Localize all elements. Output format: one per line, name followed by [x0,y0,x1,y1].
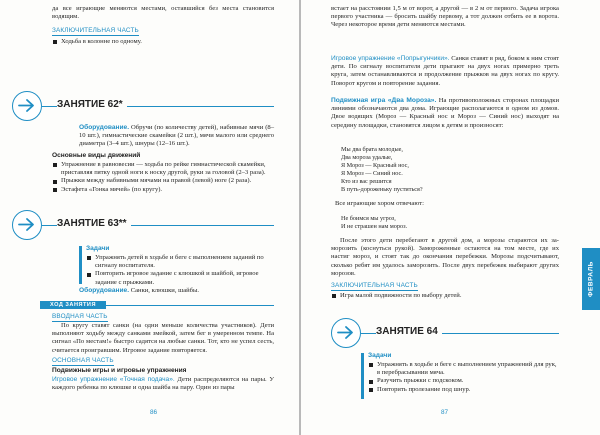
tasks-accent-bar [361,353,364,399]
tasks-list-63 [86,254,274,287]
tasks-list-64 [368,361,559,394]
main-part-heading: Подвижные игры и игровые упражнения [52,367,187,374]
intro-part-text: По кругу ставят санки (на одни меньше количества участников). Дети выполняют ходьбу между санками змейкой, затем бег в умеренном темпе. На сигнал «По местам!» быстро садятся на любые санки. Тот, кто не успел сесть, считается проигравшим. Игровое задание повторяется. [52,322,274,354]
intro-continuation: да все играющие меняются местами, оставшийся без места становится водящим. [52,5,274,21]
final-part-list-62 [52,38,274,46]
after-poem-paragraph: После этого дети перебегают в другой дом, а морозы стараются их заморозить (коснуться рукой). Замороженные остаются на том месте, где их настиг мороз, и стоят так до окончания перебежки. Морозы подсчитывают, сколько ребят им удалось заморозить. После двух перебежек выбирают других морозов. [331,237,559,277]
list-item: Эстафета «Гонка мячей» (по кругу). [52,186,274,194]
lesson-64-header [331,318,559,348]
arrow-right-icon [331,318,361,348]
arrow-right-icon [12,210,42,240]
exercise-label: Игровое упражнение «Точная подача». [52,376,175,383]
list-item: Ходьба в колонне по одному. [52,38,274,46]
movements-heading: Основные виды движений [52,152,141,159]
course-badge: ХОД ЗАНЯТИЯ [40,301,106,309]
list-item: Упражнение в равновесии — ходьба по рейке гимнастической скамейки, приставляя пятку одной ноги к носку другой, руки за головой (2–3 раза). [52,161,274,177]
poem-verse-2: Не боимся мы угроз, И не страшен нам мороз. [341,215,408,230]
game-label: Подвижная игра «Два Мороза». [331,97,437,104]
exercise-paragraph [52,376,274,392]
exercise-text: Дети распределяются на пары. У каждого ребенка по клюшке и одна шайба на пару. Один из пары [52,376,274,392]
movements-list [52,161,274,194]
tasks-accent-bar [79,246,82,284]
lesson-title: ЗАНЯТИЕ 62* [57,99,127,110]
final-part-list [331,292,559,300]
equipment-text: Обручи (по количеству детей), набивные мячи (8–10 шт.), гимнастические скамейки (2 шт.), мячи малого или среднего диаметра (3–4 шт.), шнуры (12–16 шт.). [79,124,274,148]
main-part-label: ОСНОВНАЯ ЧАСТЬ [52,357,114,364]
arrow-right-icon [12,91,42,121]
game-paragraph: Подвижная игра «Два Мороза». На противоположных сторонах площадки линиями обозначаются два дома. Играющие располагаются в одном из домов. Двое водящих (Мороз — Красный нос и Мороз — Синий нос) выходят на середину площадки, становятся лицом к детям и произносят: [331,97,560,129]
list-item: Упражнять детей в ходьбе и беге с выполнением заданий по сигналу воспитателя. [86,254,274,270]
list-item: Повторить игровое задание с клюшкой и шайбой, игровое задание с прыжками. [86,270,274,286]
lesson-62-equipment [79,124,274,149]
lesson-title: ЗАНЯТИЕ 64 [376,326,442,337]
list-item: Прыжки между набивными мячами на правой (левой) ноге (2 раза). [52,177,274,185]
jumpers-paragraph: Игровое упражнение «Попрыгунчики». Санки ставят в ряд, боком к ним стоят дети. По сигналу воспитателя дети прыгают на двух ногах примерно треть круга, затем останавливаются и продолжение прыжков на двух ногах по кругу. Поворот кругом и повторение задания. [331,55,559,87]
jumpers-label: Игровое упражнение «Попрыгунчики». [331,55,450,62]
page-number: 86 [150,409,158,416]
lesson-63-header [12,210,274,240]
equipment-label: Оборудование. [79,124,130,131]
list-item: Повторить пролезание под шнур. [368,386,559,394]
tasks-label: Задачи [368,352,392,359]
page-right [301,0,600,435]
lesson-63-equipment: Оборудование. Санки, клюшки, шайбы. [79,287,200,294]
poem-verse-1: Мы два брата молодые, Два мороза удалые, Я Мороз — Красный нос, Я Мороз — Синий нос. Кто из вас решится В путь-дороженьку пуститься? [341,146,423,193]
month-side-tab: ФЕВРАЛЬ [582,248,600,310]
lesson-62-header [12,91,274,121]
tasks-label: Задачи [86,245,110,252]
lesson-title: ЗАНЯТИЕ 63** [57,218,131,229]
list-item: Игра малой подвижности по выбору детей. [331,292,559,300]
intro-part-label: ВВОДНАЯ ЧАСТЬ [52,313,108,320]
page-left [0,0,299,435]
page-number: 87 [441,409,449,416]
list-item: Упражнять в ходьбе и беге с выполнением упражнений для рук, в перебрасывании мяча. [368,361,559,377]
answer-intro: Все играющие хором отвечают: [335,200,424,207]
final-part-label: ЗАКЛЮЧИТЕЛЬНАЯ ЧАСТЬ [331,282,418,289]
final-part-label-62: ЗАКЛЮЧИТЕЛЬНАЯ ЧАСТЬ [52,27,139,34]
list-item: Разучить прыжки с подскоком. [368,377,559,385]
top-continuation: встает на расстоянии 1,5 м от ворот, а другой — в 2 м от первого. Задача игрока первого участника — бросить шайбу первому, а тот должен отбить ее в ворота. Через некоторое время дети меняются местами. [331,5,559,29]
